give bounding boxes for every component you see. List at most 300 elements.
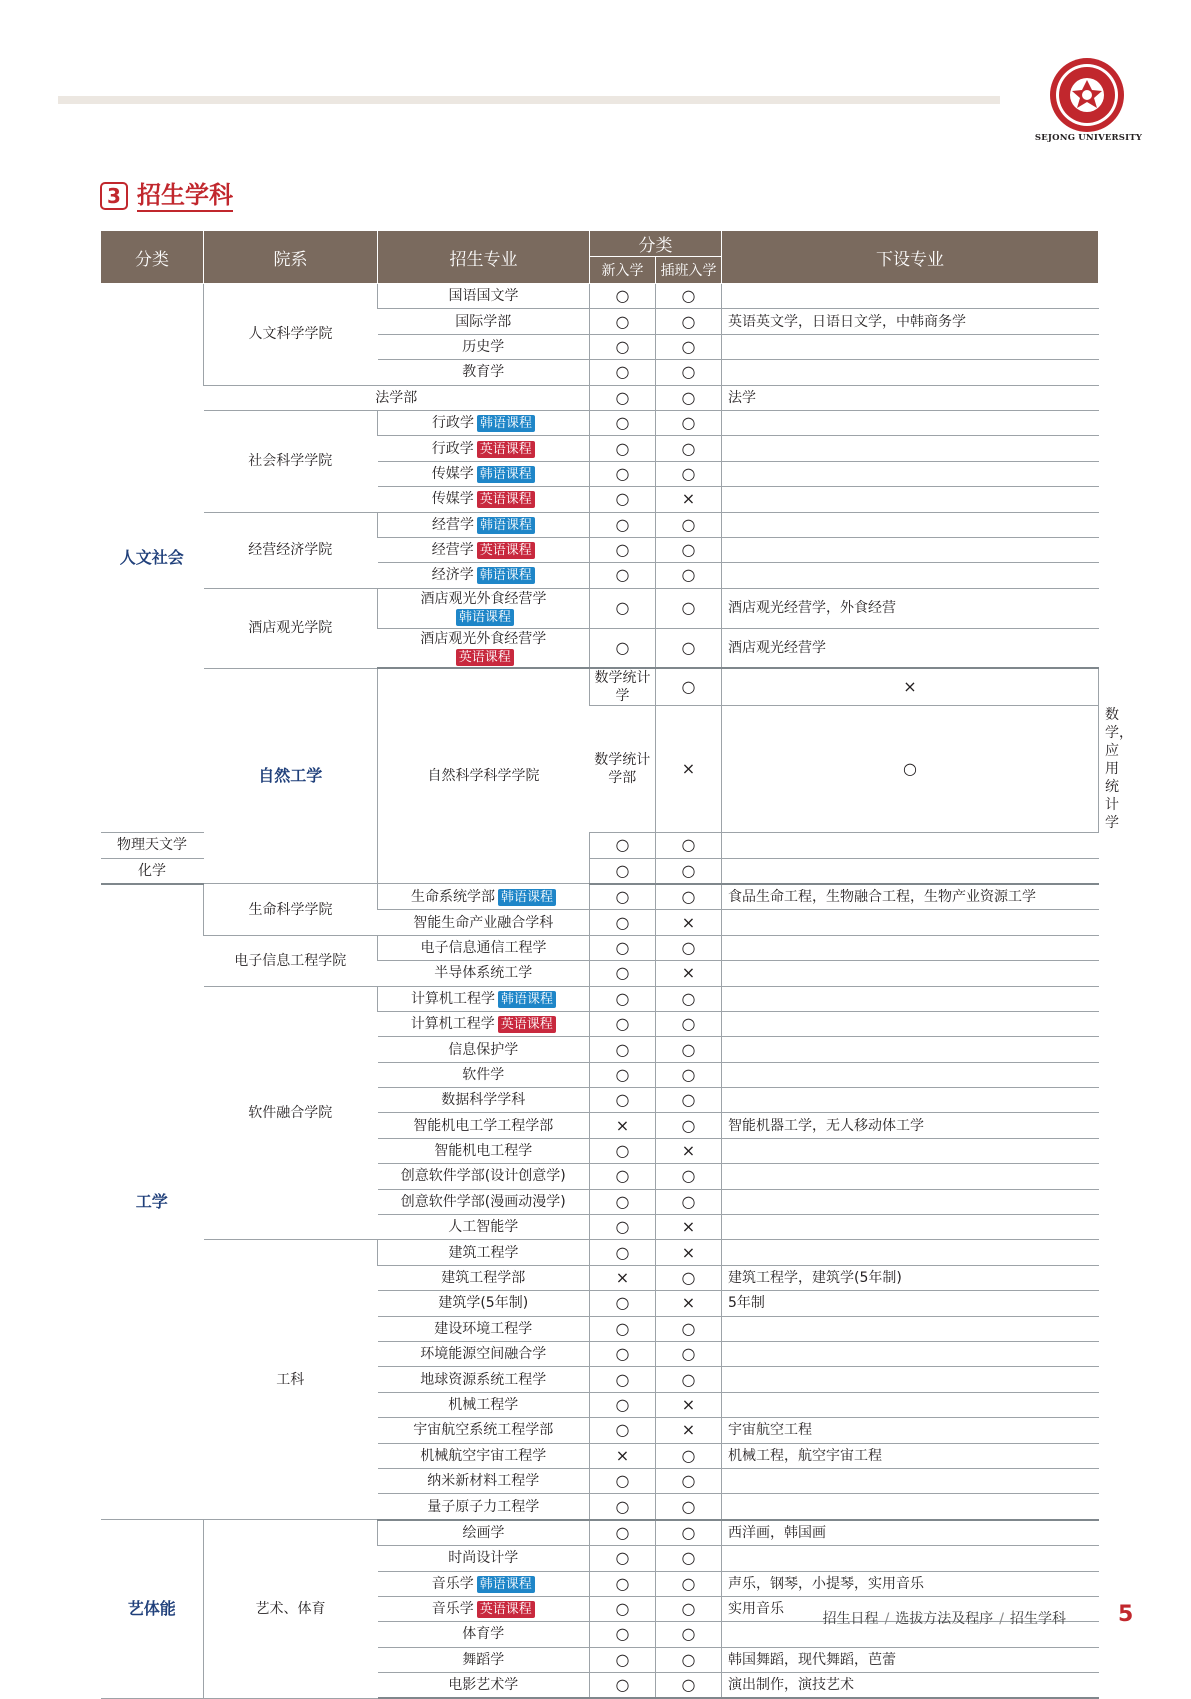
new-entry-mark: × [590,1113,656,1138]
new-entry-mark: ○ [590,385,656,410]
major-cell [378,1265,590,1290]
major-cell [378,1189,590,1214]
college-cell: 社会科学学院 [204,410,378,512]
new-entry-mark: ○ [590,1367,656,1392]
major-cell [378,1468,590,1493]
major-name: 建筑工程学部 [441,1270,526,1287]
sub-majors-cell [722,537,1099,562]
sub-majors-cell [722,1062,1099,1087]
english-course-badge: 英语课程 [456,649,514,666]
major-name: 化学 [138,862,166,879]
major-name: 环境能源空间融合学 [420,1346,547,1363]
sub-majors-cell [722,563,1099,588]
sub-majors-cell: 法学 [722,385,1099,410]
sub-majors-cell [722,1342,1099,1367]
new-entry-mark: ○ [590,1622,656,1647]
major-cell [378,410,590,435]
breadcrumb-separator: / [999,1611,1004,1627]
section-title: 招生学科 [137,180,233,212]
transfer-mark: ○ [656,537,722,562]
college-cell: 生命科学学院 [204,884,378,935]
korean-course-badge: 韩语课程 [498,889,556,906]
new-entry-mark: ○ [590,487,656,512]
major-cell [378,487,590,512]
transfer-mark: ○ [656,385,722,410]
sub-majors-cell [722,436,1099,461]
transfer-mark: ○ [656,284,722,309]
sub-majors-cell [722,935,1099,960]
sub-majors-cell [722,360,1099,385]
sub-majors-cell: 英语英文学，日语日文学，中韩商务学 [722,309,1099,334]
new-entry-mark: ○ [590,1494,656,1520]
major-cell [378,1037,590,1062]
college-cell: 工科 [204,1240,378,1520]
sub-majors-cell: 5年制 [722,1291,1099,1316]
major-cell [378,1443,590,1468]
sub-majors-cell [722,1138,1099,1163]
new-entry-mark: ○ [590,461,656,486]
korean-course-badge: 韩语课程 [477,466,535,483]
header-major: 招生专业 [378,231,590,284]
major-name: 国语国文学 [448,288,519,305]
transfer-mark: ○ [656,1443,722,1468]
major-cell [378,1291,590,1316]
english-course-badge: 英语课程 [477,542,535,559]
new-entry-mark: ○ [590,588,656,628]
breadcrumb-separator: / [884,1611,890,1627]
sub-majors-cell [722,512,1099,537]
transfer-mark: ○ [656,334,722,359]
korean-course-badge: 韩语课程 [477,415,535,432]
sub-majors-cell: 食品生命工程，生物融合工程，生物产业资源工学 [722,884,1099,910]
major-cell [378,1571,590,1596]
major-cell [378,1113,590,1138]
major-name: 教育学 [462,364,505,381]
major-cell [378,360,590,385]
major-name: 地球资源系统工程学 [420,1371,547,1388]
breadcrumb-majors: 招生学科 [1010,1611,1066,1627]
sub-majors-cell [722,461,1099,486]
header-sub-majors: 下设专业 [722,231,1099,284]
new-entry-mark: ○ [590,935,656,960]
sub-majors-cell [722,1367,1099,1392]
college-cell: 艺术、体育 [204,1520,378,1699]
sub-majors-cell [722,833,1099,858]
transfer-mark: ○ [656,1113,722,1138]
college-cell: 法学部 [204,385,590,410]
transfer-mark: × [656,1418,722,1443]
category-cell: 艺体能 [101,1520,204,1699]
major-cell [378,986,590,1011]
sub-majors-cell [722,910,1099,935]
new-entry-mark: × [590,1265,656,1290]
english-course-badge: 英语课程 [477,491,535,508]
major-name: 经济学 [431,567,474,584]
new-entry-mark: × [590,1443,656,1468]
new-entry-mark: ○ [590,1468,656,1493]
major-cell [101,858,204,884]
major-name: 计算机工程学 [410,990,495,1007]
major-cell [378,334,590,359]
new-entry-mark: ○ [590,410,656,435]
table-row [101,1520,1099,1546]
major-name: 传媒学 [431,491,474,508]
sub-majors-cell: 机械工程，航空宇宙工程 [722,1443,1099,1468]
major-cell [378,1367,590,1392]
sub-majors-cell [722,1037,1099,1062]
footer-breadcrumb [823,1608,1066,1628]
new-entry-mark: ○ [590,1316,656,1341]
header-type: 分类 [590,231,722,257]
major-cell [378,935,590,960]
korean-course-badge: 韩语课程 [477,517,535,534]
new-entry-mark: ○ [590,1189,656,1214]
college-cell: 软件融合学院 [204,986,378,1240]
new-entry-mark: ○ [590,1647,656,1672]
transfer-mark: × [656,487,722,512]
major-cell [378,910,590,935]
major-name: 舞蹈学 [462,1651,505,1668]
english-course-badge: 英语课程 [477,1601,535,1618]
sub-majors-cell [722,1011,1099,1036]
major-name: 物理天文学 [117,837,187,854]
major-cell [378,1062,590,1087]
college-cell: 电子信息工程学院 [204,935,378,986]
major-name: 绘画学 [462,1524,505,1541]
section-heading [100,180,233,212]
major-name: 半导体系统工学 [434,965,533,982]
transfer-mark: ○ [656,1011,722,1036]
major-name: 经营学 [431,542,474,559]
table-row [101,284,1099,309]
major-cell [378,512,590,537]
table-row [101,884,1099,910]
transfer-mark: ○ [656,1647,722,1672]
major-name: 数学统计学部 [594,752,651,787]
transfer-mark: ○ [656,1342,722,1367]
table-row [101,410,1099,435]
major-cell [590,668,656,706]
major-name: 传媒学 [431,465,474,482]
sub-majors-cell [722,1164,1099,1189]
transfer-mark: ○ [656,512,722,537]
new-entry-mark: ○ [590,1673,656,1699]
transfer-mark: ○ [656,563,722,588]
major-name: 量子原子力工程学 [427,1498,540,1515]
sub-majors-cell [722,1189,1099,1214]
transfer-mark: ○ [656,1037,722,1062]
breadcrumb-schedule: 招生日程 [822,1611,879,1627]
transfer-mark: ○ [656,858,722,884]
new-entry-mark: ○ [590,309,656,334]
major-name: 建设环境工程学 [434,1320,533,1337]
new-entry-mark: ○ [590,858,656,884]
major-cell [378,284,590,309]
major-cell [378,1520,590,1546]
transfer-mark: × [656,1215,722,1240]
major-name: 行政学 [431,415,474,432]
transfer-mark: ○ [656,1520,722,1546]
sub-majors-cell [722,284,1099,309]
new-entry-mark: ○ [590,1164,656,1189]
college-cell: 人文科学学院 [204,284,378,386]
new-entry-mark: ○ [590,563,656,588]
sub-majors-cell: 演出制作，演技艺术 [722,1673,1099,1699]
major-name: 电子信息通信工程学 [420,939,547,956]
transfer-mark: ○ [656,436,722,461]
major-cell [590,706,656,833]
major-cell [101,833,204,858]
major-cell [378,1596,590,1621]
new-entry-mark: ○ [590,1037,656,1062]
major-cell [378,1647,590,1672]
new-entry-mark: ○ [590,512,656,537]
major-name: 国际学部 [455,313,512,330]
sub-majors-cell: 韩国舞蹈，现代舞蹈，芭蕾 [722,1647,1099,1672]
major-cell [378,1011,590,1036]
major-cell [378,628,590,668]
transfer-mark: ○ [656,410,722,435]
transfer-mark: ○ [656,935,722,960]
new-entry-mark: ○ [590,1342,656,1367]
table-row: 数学统计学部 × ○ 数学，应用统计学 [101,706,1099,833]
transfer-mark: × [656,1138,722,1163]
sub-majors-cell [722,1240,1099,1265]
sub-majors-cell [722,1316,1099,1341]
section-number: 3 [100,182,128,210]
major-name: 体育学 [462,1626,505,1643]
major-name: 创意软件学部(漫画动漫学) [400,1193,566,1210]
sub-majors-cell [722,487,1099,512]
english-course-badge: 英语课程 [498,1016,556,1033]
table-row [101,588,1099,628]
major-cell [378,537,590,562]
transfer-mark: ○ [656,1546,722,1571]
new-entry-mark: ○ [590,1571,656,1596]
sub-majors-cell: 西洋画，韩国画 [722,1520,1099,1546]
sub-majors-cell [722,334,1099,359]
header-transfer: 插班入学 [656,257,722,284]
college-cell: 自然科学科学学院 [378,668,590,884]
sub-majors-cell: 声乐，钢琴，小提琴，实用音乐 [722,1571,1099,1596]
major-cell [378,1215,590,1240]
transfer-mark: ○ [656,1316,722,1341]
transfer-mark: ○ [656,1571,722,1596]
major-cell [378,1316,590,1341]
sub-majors-cell: 宇宙航空工程 [722,1418,1099,1443]
table-row [101,512,1099,537]
major-cell [378,1240,590,1265]
major-name: 经营学 [431,516,474,533]
major-cell [378,1622,590,1647]
new-entry-mark: ○ [590,1215,656,1240]
top-divider-bar [58,96,1000,104]
transfer-mark: ○ [656,1494,722,1520]
new-entry-mark: ○ [590,961,656,986]
new-entry-mark: × [656,706,722,833]
major-name: 生命系统学部 [410,888,495,905]
major-name: 时尚设计学 [448,1550,519,1567]
transfer-mark: ○ [656,1596,722,1621]
sub-majors-cell: 酒店观光经营学，外食经营 [722,588,1099,628]
header-new-entry: 新入学 [590,257,656,284]
major-cell [378,1138,590,1163]
new-entry-mark: ○ [590,1088,656,1113]
new-entry-mark: ○ [590,1596,656,1621]
transfer-mark: ○ [656,884,722,910]
new-entry-mark: ○ [590,1520,656,1546]
major-cell [378,436,590,461]
major-name: 机械工程学 [448,1396,519,1413]
major-cell [378,961,590,986]
major-name: 智能机电工程学 [434,1143,533,1160]
header-category: 分类 [101,231,204,284]
transfer-mark: ○ [656,1468,722,1493]
sub-majors-cell [722,858,1099,884]
breadcrumb-selection: 选拔方法及程序 [895,1611,994,1627]
new-entry-mark: ○ [590,1011,656,1036]
sub-majors-cell [722,1494,1099,1520]
college-cell: 酒店观光学院 [204,588,378,668]
new-entry-mark: ○ [590,284,656,309]
major-name: 纳米新材料工程学 [427,1473,540,1490]
new-entry-mark: ○ [590,1418,656,1443]
new-entry-mark: ○ [590,334,656,359]
major-name: 历史学 [462,338,505,355]
major-name: 建筑学(5年制) [438,1295,529,1312]
major-name: 行政学 [431,440,474,457]
major-name: 宇宙航空系统工程学部 [413,1422,554,1439]
new-entry-mark: ○ [590,360,656,385]
university-seal-logo [1048,56,1126,134]
new-entry-mark: ○ [590,986,656,1011]
transfer-mark: × [656,910,722,935]
major-name: 电影艺术学 [448,1677,519,1694]
major-name: 建筑工程学 [448,1244,519,1261]
major-name: 信息保护学 [448,1041,519,1058]
transfer-mark: ○ [656,628,722,668]
transfer-mark: ○ [656,833,722,858]
major-name: 音乐学 [431,1601,474,1618]
table-row [101,935,1099,960]
korean-course-badge: 韩语课程 [498,991,556,1008]
major-name: 智能生命产业融合学科 [413,914,554,931]
major-cell [378,1546,590,1571]
sub-majors-cell: 建筑工程学，建筑学(5年制) [722,1265,1099,1290]
transfer-mark: × [722,668,1099,706]
major-cell [378,563,590,588]
major-name: 酒店观光外食经营学 [420,591,547,608]
transfer-mark: × [656,1392,722,1417]
major-cell [378,1164,590,1189]
sub-majors-cell [722,986,1099,1011]
sub-majors-cell: 酒店观光经营学 [722,628,1099,668]
major-name: 计算机工程学 [410,1016,495,1033]
new-entry-mark: ○ [590,1291,656,1316]
table-row [101,986,1099,1011]
transfer-mark: ○ [656,986,722,1011]
korean-course-badge: 韩语课程 [477,1576,535,1593]
new-entry-mark: ○ [590,833,656,858]
admission-majors-table [100,230,1133,1699]
major-cell [378,1673,590,1699]
transfer-mark: ○ [656,1062,722,1087]
new-entry-mark: ○ [590,1546,656,1571]
college-cell: 经营经济学院 [204,512,378,588]
transfer-mark: ○ [656,1673,722,1699]
transfer-mark: ○ [656,1088,722,1113]
major-name: 创意软件学部(设计创意学) [400,1168,566,1185]
transfer-mark: ○ [656,1164,722,1189]
transfer-mark: ○ [722,706,1099,833]
english-course-badge: 英语课程 [477,441,535,458]
new-entry-mark: ○ [590,628,656,668]
transfer-mark: ○ [656,1622,722,1647]
header-college: 院系 [204,231,378,284]
new-entry-mark: ○ [590,1138,656,1163]
transfer-mark: ○ [656,1367,722,1392]
major-cell [378,1494,590,1520]
new-entry-mark: ○ [590,537,656,562]
sub-majors-cell: 实用音乐 [722,1596,1099,1621]
major-cell [378,1392,590,1417]
table-row [101,668,1099,706]
major-name: 酒店观光外食经营学 [420,630,547,647]
transfer-mark: ○ [656,588,722,628]
major-cell [378,1418,590,1443]
transfer-mark: ○ [656,360,722,385]
transfer-mark: ○ [656,1265,722,1290]
major-cell [378,1088,590,1113]
table-row [101,1240,1099,1265]
category-cell: 人文社会 [101,284,204,833]
major-name: 机械航空宇宙工程学 [420,1447,547,1464]
new-entry-mark: ○ [590,884,656,910]
transfer-mark: ○ [656,1189,722,1214]
sub-majors-cell [722,1215,1099,1240]
transfer-mark: × [656,1291,722,1316]
sub-majors-cell [722,1392,1099,1417]
table-row [101,385,1099,410]
new-entry-mark: ○ [656,668,722,706]
korean-course-badge: 韩语课程 [456,609,514,626]
category-cell: 工学 [101,884,204,1520]
category-cell: 自然工学 [204,668,378,884]
sub-majors-cell [722,1546,1099,1571]
sub-majors-cell [722,1088,1099,1113]
transfer-mark: ○ [656,309,722,334]
new-entry-mark: ○ [590,910,656,935]
new-entry-mark: ○ [590,1240,656,1265]
korean-course-badge: 韩语课程 [477,567,535,584]
transfer-mark: × [656,1240,722,1265]
transfer-mark: × [656,961,722,986]
major-name: 音乐学 [431,1575,474,1592]
sub-majors-cell [722,1468,1099,1493]
sub-majors-cell [722,961,1099,986]
major-cell [378,884,590,910]
transfer-mark: ○ [656,461,722,486]
page-number: 5 [1118,1602,1134,1627]
sub-majors-cell [722,410,1099,435]
table-body [101,284,1133,1699]
new-entry-mark: ○ [590,1062,656,1087]
major-name: 数学统计学 [594,670,651,705]
sub-majors-cell: 智能机器工学，无人移动体工学 [722,1113,1099,1138]
new-entry-mark: ○ [590,436,656,461]
major-cell [378,309,590,334]
major-cell [378,1342,590,1367]
